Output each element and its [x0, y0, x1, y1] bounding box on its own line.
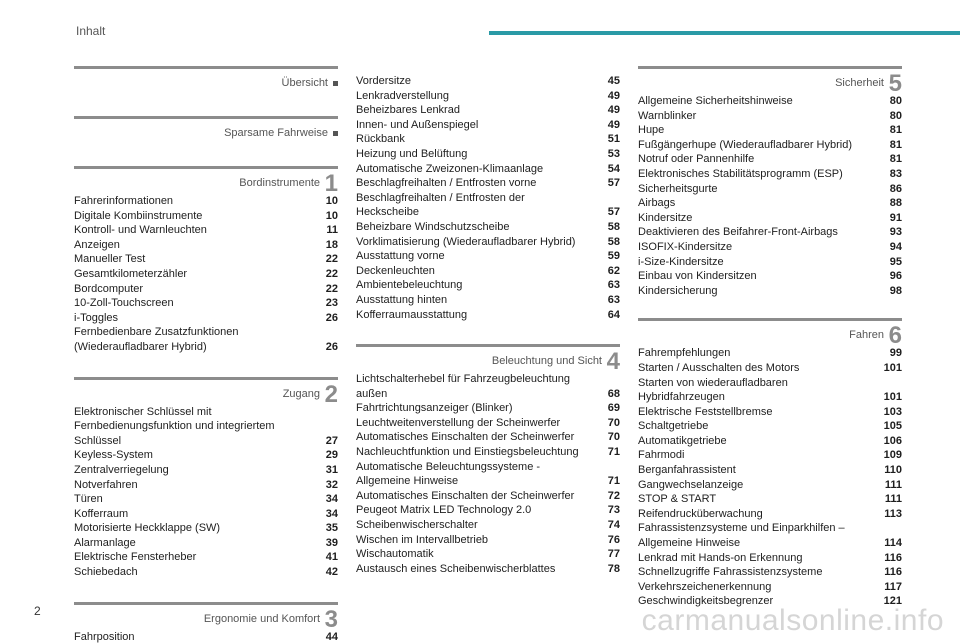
toc-entry-page: 34: [325, 493, 338, 506]
toc-section: [356, 74, 620, 322]
toc-entry-page: 76: [607, 533, 620, 546]
toc-entry-page: 22: [325, 253, 338, 266]
toc-entry-text: Allgemeine Sicherheitshinweise: [638, 95, 793, 107]
toc-entry-text: Starten von wiederaufladbaren Hybridfahrzeugen: [638, 376, 788, 404]
toc-entry[interactable]: [74, 282, 338, 297]
toc-entry[interactable]: [638, 376, 902, 405]
toc-entry-page: 121: [883, 595, 902, 608]
toc-entry[interactable]: [74, 296, 338, 311]
toc-entry[interactable]: [356, 401, 620, 416]
toc-entry[interactable]: [74, 223, 338, 238]
toc-entry-page: 49: [607, 104, 620, 117]
toc-entry-page: 83: [889, 167, 902, 180]
section-header: [74, 602, 338, 633]
section-number: 1: [324, 170, 338, 197]
toc-entry-page: 49: [607, 118, 620, 131]
toc-entry[interactable]: [74, 448, 338, 463]
toc-entry-page: 88: [889, 197, 902, 210]
toc-entry-text: Gangwechselanzeige: [638, 478, 744, 491]
toc-entry-page: 51: [607, 133, 620, 146]
toc-entry-page: 116: [884, 566, 902, 579]
toc-entry-page: 81: [889, 124, 902, 137]
toc-entry-page: 26: [325, 340, 338, 353]
toc-entry[interactable]: [356, 132, 620, 147]
toc-entry-text: Wischen im Intervallbetrieb: [356, 533, 489, 546]
toc-column-3: [638, 66, 902, 609]
toc-entry-text: Wischautomatik: [356, 548, 434, 561]
toc-entry-page: 63: [607, 293, 620, 306]
toc-entry-text: Geschwindigkeitsbegrenzer: [638, 595, 774, 608]
section-header: [74, 116, 338, 143]
toc-entry-page: 93: [889, 226, 902, 239]
toc-entry[interactable]: [356, 176, 620, 191]
toc-entry[interactable]: [356, 220, 620, 235]
toc-entry[interactable]: [356, 147, 620, 162]
toc-entry[interactable]: [638, 419, 902, 434]
toc-entry[interactable]: [356, 489, 620, 504]
toc-entry[interactable]: [356, 518, 620, 533]
section-title[interactable]: Übersicht: [281, 77, 328, 89]
toc-entry-text: Türen: [74, 493, 103, 506]
toc-entry-text: Scheibenwischerschalter: [356, 519, 478, 532]
toc-entry[interactable]: [638, 580, 902, 595]
section-number: 4: [606, 348, 620, 376]
toc-entry-text: Fahrassistenzsysteme und Einparkhilfen – Allgemeine Hinweise: [638, 522, 845, 550]
toc-entry-page: 41: [325, 551, 338, 564]
toc-entry-page: 109: [883, 449, 902, 462]
toc-entry[interactable]: [638, 255, 902, 270]
toc-entry-page: 70: [607, 416, 620, 429]
toc-entry[interactable]: [638, 240, 902, 255]
toc-entry[interactable]: [638, 565, 902, 580]
section-gap: [74, 355, 338, 377]
toc-section: [74, 166, 338, 355]
toc-entry-page: 49: [607, 89, 620, 102]
toc-entry[interactable]: [356, 293, 620, 308]
toc-entry-text: Notverfahren: [74, 478, 138, 491]
toc-entry-page: 110: [884, 464, 902, 477]
toc-entry-page: 42: [325, 566, 338, 579]
toc-column-1: [74, 66, 338, 644]
toc-entry[interactable]: [638, 211, 902, 226]
toc-entry-text: Rückbank: [356, 133, 405, 146]
toc-entry[interactable]: [638, 269, 902, 284]
section-header: [356, 344, 620, 376]
toc-entry-page: 111: [884, 493, 902, 506]
toc-entry-page: 26: [325, 311, 338, 324]
toc-entry-page: 34: [325, 507, 338, 520]
toc-entry-page: 23: [325, 297, 338, 310]
toc-entry-text: Heizung und Belüftung: [356, 147, 468, 160]
header-accent-bar: [489, 31, 960, 35]
toc-entry-text: Austausch eines Scheibenwischerblattes: [356, 562, 556, 575]
toc-entry[interactable]: [74, 478, 338, 493]
toc-entry-page: 22: [325, 267, 338, 280]
toc-entry-text: Kindersitze: [638, 211, 693, 224]
toc-entry[interactable]: [356, 416, 620, 431]
section-header: [74, 377, 338, 408]
section-gap: [74, 580, 338, 602]
toc-entry[interactable]: [74, 311, 338, 326]
toc-entry[interactable]: [356, 118, 620, 133]
toc-entry-page: 69: [607, 402, 620, 415]
toc-entry[interactable]: [638, 478, 902, 493]
toc-entry-page: 113: [884, 507, 902, 520]
toc-entry-page: 32: [325, 478, 338, 491]
toc-entry[interactable]: [356, 278, 620, 293]
toc-entry[interactable]: [638, 196, 902, 211]
section-gap: [356, 322, 620, 344]
toc-entry-page: 54: [607, 162, 620, 175]
toc-entry[interactable]: [638, 94, 902, 109]
toc-entry-page: 81: [889, 138, 902, 151]
toc-entry-page: 101: [883, 391, 902, 404]
toc-entry-page: 78: [607, 562, 620, 575]
toc-entry-page: 117: [884, 580, 902, 593]
toc-entry-text: Reifendrucküberwachung: [638, 507, 763, 520]
toc-entry-text: ISOFIX-Kindersitze: [638, 240, 733, 253]
section-title[interactable]: Beleuchtung und Sicht: [491, 355, 602, 368]
toc-entry-text: Fahrmodi: [638, 449, 685, 462]
toc-entry-text: Lenkradverstellung: [356, 89, 449, 102]
toc-entry[interactable]: [74, 252, 338, 267]
toc-entry[interactable]: [356, 308, 620, 323]
toc-entry-page: 58: [607, 220, 620, 233]
toc-entry[interactable]: [638, 225, 902, 240]
toc-entry-page: 31: [325, 463, 338, 476]
toc-entry-text: Verkehrszeichenerkennung: [638, 580, 772, 593]
toc-entry-page: 111: [884, 478, 902, 491]
square-bullet-icon: [333, 81, 338, 86]
toc-entry-page: 96: [889, 270, 902, 283]
toc-entry-text: Automatische Zweizonen-Klimaanlage: [356, 162, 544, 175]
toc-entry[interactable]: [638, 434, 902, 449]
toc-entry[interactable]: [638, 152, 902, 167]
toc-entry-text: Kofferraumausstattung: [356, 308, 468, 321]
toc-section: [74, 377, 338, 580]
section-title[interactable]: Sicherheit: [835, 77, 884, 89]
toc-entry-text: Elektrische Fensterheber: [74, 551, 197, 564]
toc-entry[interactable]: [638, 361, 902, 376]
toc-entry-text: Beheizbare Windschutzscheibe: [356, 220, 510, 233]
section-title[interactable]: Sparsame Fahrweise: [224, 127, 328, 139]
page-number: 2: [34, 604, 41, 618]
toc-entry-text: Automatikgetriebe: [638, 434, 727, 447]
toc-entry-page: 57: [607, 177, 620, 190]
section-number: 2: [324, 380, 338, 408]
toc-entry-page: 86: [889, 182, 902, 195]
toc-section: [74, 116, 338, 143]
toc-entry[interactable]: [638, 346, 902, 361]
section-number: 5: [888, 70, 902, 97]
toc-entry-text: Notruf oder Pannenhilfe: [638, 153, 755, 166]
toc-entry-text: Deckenleuchten: [356, 264, 435, 277]
toc-entry-text: Berganfahrassistent: [638, 464, 736, 477]
toc-entry-page: 80: [889, 109, 902, 122]
toc-entry-page: 59: [607, 250, 620, 263]
toc-entry-text: Vorklimatisierung (Wiederaufladbarer Hybrid): [356, 235, 576, 248]
toc-entry-text: Motorisierte Heckklappe (SW): [74, 522, 221, 535]
toc-entry-text: Fahrposition: [74, 630, 135, 643]
toc-entry-page: 94: [889, 240, 902, 253]
toc-entry-page: 53: [607, 147, 620, 160]
toc-entry-text: Innen- und Außenspiegel: [356, 118, 479, 131]
section-gap: [638, 298, 902, 318]
toc-entry-text: Automatisches Einschalten der Scheinwerfer: [356, 489, 575, 502]
toc-entry[interactable]: [356, 562, 620, 577]
toc-entry-text: Digitale Kombiinstrumente: [74, 209, 203, 222]
toc-entry-text: Elektronischer Schlüssel mit Fernbedienungsfunktion und integriertem Schlüssel: [74, 405, 275, 447]
toc-entry-page: 71: [607, 475, 620, 488]
toc-entry[interactable]: [356, 162, 620, 177]
toc-entry-page: 57: [607, 206, 620, 219]
toc-entry-page: 70: [607, 431, 620, 444]
toc-entry-text: Ausstattung vorne: [356, 250, 445, 263]
section-title[interactable]: Fahren: [849, 329, 884, 342]
toc-entry[interactable]: [638, 463, 902, 478]
toc-entry-text: Fahrtrichtungsanzeiger (Blinker): [356, 402, 513, 415]
toc-entry[interactable]: [356, 103, 620, 118]
toc-entry[interactable]: [74, 630, 338, 644]
toc-entry-page: 45: [607, 75, 620, 87]
toc-entry[interactable]: [74, 194, 338, 209]
toc-entry-page: 101: [883, 361, 902, 374]
toc-entry[interactable]: [356, 445, 620, 460]
toc-entry[interactable]: [356, 372, 620, 401]
toc-entry-text: Schnellzugriffe Fahrassistenzsysteme: [638, 566, 823, 579]
toc-entry[interactable]: [356, 460, 620, 489]
toc-entry-text: Gesamtkilometerzähler: [74, 267, 188, 280]
toc-entry-page: 29: [325, 449, 338, 462]
section-number: 3: [324, 605, 338, 633]
toc-entry[interactable]: [74, 550, 338, 565]
toc-entry-page: 39: [325, 536, 338, 549]
toc-entry-page: 98: [889, 284, 902, 297]
toc-entry-page: 68: [607, 387, 620, 400]
toc-entry-text: 10-Zoll-Touchscreen: [74, 297, 174, 310]
toc-entry-text: Kindersicherung: [638, 284, 718, 297]
toc-entry-text: Automatisches Einschalten der Scheinwerfer: [356, 431, 575, 444]
toc-entry-page: 62: [607, 264, 620, 277]
toc-entry[interactable]: [638, 123, 902, 138]
toc-section: [74, 66, 338, 93]
section-header: [74, 66, 338, 93]
toc-entry-text: Hupe: [638, 124, 665, 137]
toc-entry-text: Warnblinker: [638, 109, 697, 122]
page-header-title: Inhalt: [76, 24, 106, 38]
toc-entry-page: 63: [607, 279, 620, 292]
toc-entry-text: Peugeot Matrix LED Technology 2.0: [356, 504, 532, 517]
toc-entry[interactable]: [74, 536, 338, 551]
toc-entry[interactable]: [356, 533, 620, 548]
toc-entry-text: Vordersitze: [356, 75, 412, 87]
toc-entry-text: Ambientebeleuchtung: [356, 279, 463, 292]
toc-entry-text: Keyless-System: [74, 449, 153, 462]
toc-entry-text: Beschlagfreihalten / Entfrosten der Heckscheibe: [356, 191, 525, 219]
toc-entry-page: 105: [883, 420, 902, 433]
toc-entry-page: 73: [607, 504, 620, 517]
toc-column-2: [356, 74, 620, 576]
section-gap: [74, 94, 338, 116]
toc-entry[interactable]: [638, 182, 902, 197]
toc-entry-text: Beheizbares Lenkrad: [356, 104, 460, 117]
watermark: carmanualsonline.info: [641, 604, 944, 637]
section-title[interactable]: Bordinstrumente: [239, 177, 320, 189]
toc-entry-text: Fahrempfehlungen: [638, 347, 731, 360]
toc-entry-page: 44: [325, 630, 338, 643]
toc-entry-page: 22: [325, 282, 338, 295]
toc-entry-text: Sicherheitsgurte: [638, 182, 718, 195]
toc-entry[interactable]: [356, 89, 620, 104]
toc-entry[interactable]: [356, 264, 620, 279]
toc-entry[interactable]: [356, 503, 620, 518]
toc-entry-page: 95: [889, 255, 902, 268]
toc-section: [356, 344, 620, 576]
toc-entry-page: 91: [889, 211, 902, 224]
toc-entry[interactable]: [74, 209, 338, 224]
section-title[interactable]: Ergonomie und Komfort: [203, 612, 320, 625]
toc-section: [638, 66, 902, 298]
toc-entry-text: Beschlagfreihalten / Entfrosten vorne: [356, 177, 537, 190]
toc-entry-text: Elektronisches Stabilitätsprogramm (ESP): [638, 167, 843, 180]
toc-entry[interactable]: [638, 138, 902, 153]
toc-entry[interactable]: [638, 492, 902, 507]
toc-entry-text: Alarmanlage: [74, 536, 136, 549]
toc-entry[interactable]: [638, 109, 902, 124]
toc-entry-text: Kontroll- und Warnleuchten: [74, 224, 207, 237]
toc-entry-text: Lenkrad mit Hands-on Erkennung: [638, 551, 803, 564]
toc-entry-page: 11: [326, 224, 338, 237]
toc-entry-text: Kofferraum: [74, 507, 129, 520]
toc-entry[interactable]: [638, 167, 902, 182]
toc-entry-page: 77: [607, 548, 620, 561]
toc-entry-page: 71: [607, 446, 620, 459]
toc-entry[interactable]: [74, 405, 338, 449]
section-header: [638, 66, 902, 97]
toc-entry-text: Lichtschalterhebel für Fahrzeugbeleuchtung außen: [356, 373, 571, 400]
toc-entry[interactable]: [74, 507, 338, 522]
toc-entry-text: Fernbedienbare Zusatzfunktionen (Wiederaufladbarer Hybrid): [74, 326, 239, 353]
toc-entry[interactable]: [638, 448, 902, 463]
toc-section: [74, 602, 338, 644]
toc-entry-text: Leuchtweitenverstellung der Scheinwerfer: [356, 416, 561, 429]
toc-entry[interactable]: [74, 325, 338, 354]
toc-entry-text: Zentralverriegelung: [74, 463, 169, 476]
toc-entry-page: 103: [883, 405, 902, 418]
toc-entry-text: Manueller Test: [74, 253, 146, 266]
toc-entry[interactable]: [74, 565, 338, 580]
toc-entry-text: Schaltgetriebe: [638, 420, 709, 433]
toc-entry-text: Fahrerinformationen: [74, 195, 174, 207]
toc-entry[interactable]: [638, 551, 902, 566]
toc-entry-page: 72: [607, 489, 620, 502]
toc-entry[interactable]: [356, 235, 620, 250]
toc-entry-page: 81: [889, 153, 902, 166]
toc-entry-page: 116: [884, 551, 902, 564]
toc-entry-page: 64: [607, 308, 620, 321]
toc-entry[interactable]: [356, 191, 620, 220]
toc-entry-page: 114: [884, 537, 902, 550]
toc-entry[interactable]: [638, 284, 902, 299]
section-gap: [74, 144, 338, 166]
toc-entry[interactable]: [74, 521, 338, 536]
toc-entry-page: 27: [325, 434, 338, 447]
toc-entry-text: i-Size-Kindersitze: [638, 255, 724, 268]
toc-entry-page: 10: [325, 195, 338, 207]
toc-entry-text: Fußgängerhupe (Wiederaufladbarer Hybrid): [638, 138, 852, 151]
toc-entry-text: Starten / Ausschalten des Motors: [638, 361, 800, 374]
toc-entry[interactable]: [638, 521, 902, 550]
section-number: 6: [888, 322, 902, 350]
toc-section: [638, 318, 902, 609]
toc-entry-text: Automatische Beleuchtungssysteme - Allgemeine Hinweise: [356, 460, 541, 488]
toc-entry[interactable]: [356, 430, 620, 445]
toc-entry-text: Bordcomputer: [74, 282, 144, 295]
toc-entry[interactable]: [638, 405, 902, 420]
toc-entry-page: 10: [325, 209, 338, 222]
section-header: [638, 318, 902, 350]
toc-entry-page: 106: [883, 434, 902, 447]
section-header: [74, 166, 338, 197]
toc-entry[interactable]: [74, 238, 338, 253]
toc-entry[interactable]: [74, 492, 338, 507]
toc-entry[interactable]: [638, 507, 902, 522]
toc-entry[interactable]: [356, 547, 620, 562]
square-bullet-icon: [333, 131, 338, 136]
toc-entry[interactable]: [74, 267, 338, 282]
section-title[interactable]: Zugang: [282, 387, 320, 400]
toc-entry-text: i-Toggles: [74, 311, 119, 324]
toc-entry-page: 18: [325, 238, 338, 251]
toc-entry-text: Anzeigen: [74, 238, 120, 251]
toc-entry[interactable]: [74, 463, 338, 478]
toc-entry[interactable]: [356, 74, 620, 89]
toc-entry-page: 99: [889, 347, 902, 360]
toc-entry-text: Deaktivieren des Beifahrer-Front-Airbags: [638, 226, 838, 239]
toc-entry-text: Einbau von Kindersitzen: [638, 270, 757, 283]
toc-entry-text: Elektrische Feststellbremse: [638, 405, 773, 418]
toc-entry-text: STOP & START: [638, 493, 717, 506]
toc-entry-page: 74: [607, 519, 620, 532]
toc-entry-text: Schiebedach: [74, 566, 138, 579]
toc-entry-page: 35: [325, 522, 338, 535]
toc-entry-page: 80: [889, 95, 902, 107]
toc-entry-text: Nachleuchtfunktion und Einstiegsbeleuchtung: [356, 446, 579, 459]
toc-entry-page: 58: [607, 235, 620, 248]
toc-entry-text: Ausstattung hinten: [356, 293, 448, 306]
toc-entry-text: Airbags: [638, 197, 676, 210]
toc-entry[interactable]: [356, 249, 620, 264]
